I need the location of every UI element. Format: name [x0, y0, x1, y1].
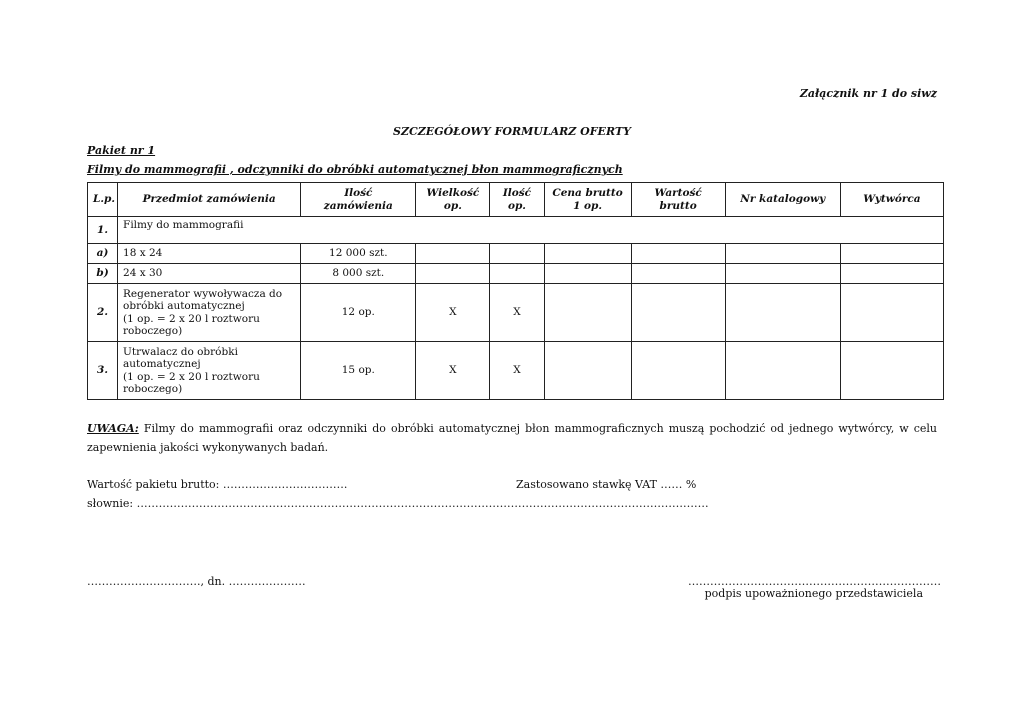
offer-table — [87, 182, 944, 400]
cell-manufacturer[interactable] — [840, 264, 943, 284]
row-item: 18 x 24 — [118, 244, 301, 264]
cell-package-size[interactable] — [416, 264, 490, 284]
table-header-row — [88, 183, 944, 217]
cell-package-size: X — [416, 284, 490, 342]
cell-catalog-number[interactable] — [725, 284, 840, 342]
header-manufacturer: Wytwórca — [840, 183, 943, 217]
cell-gross-value[interactable] — [631, 342, 725, 400]
cell-gross-price[interactable] — [544, 244, 631, 264]
table-row — [88, 264, 944, 284]
note-paragraph — [87, 419, 937, 457]
cell-gross-value[interactable] — [631, 264, 725, 284]
cell-gross-price[interactable] — [544, 284, 631, 342]
package-value-field[interactable]: Wartość pakietu brutto: ……………………………. — [87, 478, 348, 491]
cell-manufacturer[interactable] — [840, 342, 943, 400]
signature-line[interactable]: …………………………………………………………… — [688, 575, 941, 588]
row-item: Regenerator wywoływacza do obróbki automatycznej (1 op. = 2 x 20 l roztworu roboczego) — [118, 284, 301, 342]
cell-package-count[interactable] — [490, 244, 544, 264]
cell-gross-value[interactable] — [631, 244, 725, 264]
note-label: UWAGA: — [87, 422, 139, 435]
attachment-label: Załącznik nr 1 do siwz — [799, 87, 937, 100]
table-row — [88, 244, 944, 264]
cell-package-count: X — [490, 284, 544, 342]
cell-manufacturer[interactable] — [840, 244, 943, 264]
vat-rate-field[interactable]: Zastosowano stawkę VAT …… % — [516, 478, 697, 491]
table-row — [88, 217, 944, 244]
table-row — [88, 342, 944, 400]
cell-catalog-number[interactable] — [725, 244, 840, 264]
cell-package-size[interactable] — [416, 244, 490, 264]
header-item: Przedmiot zamówienia — [118, 183, 301, 217]
header-gross-price: Cena brutto 1 op. — [544, 183, 631, 217]
cell-catalog-number[interactable] — [725, 342, 840, 400]
row-lp: b) — [88, 264, 118, 284]
row-item: Utrwalacz do obróbki automatycznej (1 op. = 2 x 20 l roztworu roboczego) — [118, 342, 301, 400]
note-text: Filmy do mammografii oraz odczynniki do obróbki automatycznej błon mammograficznych muszą pochodzić od jednego wytwórcy, w celu zapewnienia jakości wykonywanych badań. — [87, 422, 937, 454]
place-date-field[interactable]: …………………………., dn. ………………… — [87, 575, 306, 588]
row-quantity: 8 000 szt. — [301, 264, 416, 284]
row-lp: a) — [88, 244, 118, 264]
header-package-count: Ilość op. — [490, 183, 544, 217]
cell-package-count[interactable] — [490, 264, 544, 284]
value-in-words-field[interactable]: słownie: ………………………………………………………………………………………………………………………………………… — [87, 497, 709, 510]
cell-package-count: X — [490, 342, 544, 400]
row-quantity: 12 000 szt. — [301, 244, 416, 264]
header-catalog-number: Nr katalogowy — [725, 183, 840, 217]
header-quantity: Ilość zamówienia — [301, 183, 416, 217]
row-lp: 2. — [88, 284, 118, 342]
package-label: Pakiet nr 1 — [87, 144, 156, 157]
cell-catalog-number[interactable] — [725, 264, 840, 284]
row-quantity: 12 op. — [301, 284, 416, 342]
cell-gross-price[interactable] — [544, 264, 631, 284]
cell-gross-value[interactable] — [631, 284, 725, 342]
table-row — [88, 284, 944, 342]
header-gross-value: Wartość brutto — [631, 183, 725, 217]
row-lp: 1. — [88, 217, 118, 244]
header-package-size: Wielkość op. — [416, 183, 490, 217]
row-quantity: 15 op. — [301, 342, 416, 400]
row-item: 24 x 30 — [118, 264, 301, 284]
row-item: Filmy do mammografii — [118, 217, 944, 244]
cell-manufacturer[interactable] — [840, 284, 943, 342]
row-lp: 3. — [88, 342, 118, 400]
signature-label: podpis upoważnionego przedstawiciela — [704, 587, 923, 600]
package-subject: Filmy do mammografii , odczynniki do obróbki automatycznej błon mammograficznych — [87, 163, 623, 176]
form-title: SZCZEGÓŁOWY FORMULARZ OFERTY — [393, 125, 631, 138]
cell-package-size: X — [416, 342, 490, 400]
cell-gross-price[interactable] — [544, 342, 631, 400]
header-lp: L.p. — [88, 183, 118, 217]
